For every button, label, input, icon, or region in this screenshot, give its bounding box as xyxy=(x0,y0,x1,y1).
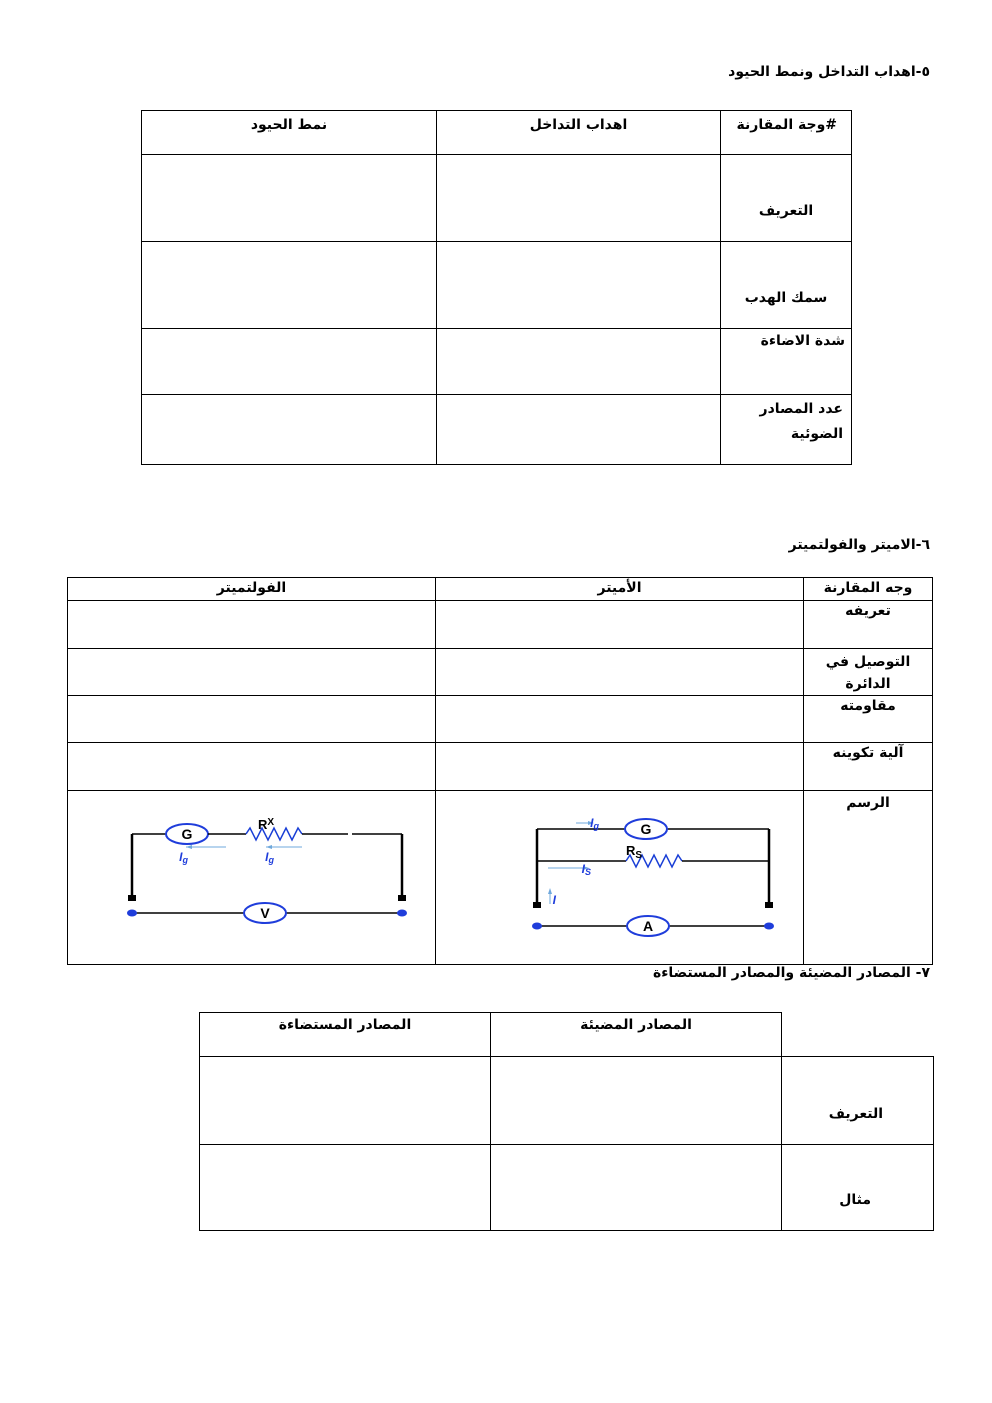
answer-cell[interactable] xyxy=(491,1057,782,1145)
row-label-resistance: مقاومته xyxy=(804,696,933,743)
voltmeter-diagram-cell xyxy=(68,791,436,965)
answer-cell[interactable] xyxy=(436,649,804,696)
ammeter-circuit-diagram xyxy=(436,791,802,963)
header-comparison: وجه المقارنة xyxy=(804,578,933,601)
ammeter-diagram-cell xyxy=(436,791,804,965)
voltmeter-label: V xyxy=(260,905,270,921)
i-label: I xyxy=(552,893,556,907)
row-label-drawing: الرسم xyxy=(804,791,933,965)
section6-title: ٦-الاميتر والفولتميتر xyxy=(788,537,930,553)
voltmeter-circuit-diagram xyxy=(68,791,434,963)
answer-cell[interactable] xyxy=(142,395,437,465)
answer-cell[interactable] xyxy=(437,329,721,395)
answer-cell[interactable] xyxy=(437,155,721,242)
answer-cell[interactable] xyxy=(437,242,721,329)
header-comparison: #وجة المقارنة xyxy=(721,111,852,155)
header-illuminated: المصادر المستضاءة xyxy=(200,1013,491,1057)
row-label-definition: التعريف xyxy=(782,1057,934,1145)
row-label-fringe-width: سمك الهدب xyxy=(721,242,852,329)
answer-cell[interactable] xyxy=(142,242,437,329)
header-ammeter: الأميتر xyxy=(436,578,804,601)
row-label-definition: التعريف xyxy=(721,155,852,242)
answer-cell[interactable] xyxy=(436,743,804,791)
answer-cell[interactable] xyxy=(68,743,436,791)
answer-cell[interactable] xyxy=(491,1145,782,1231)
empty-corner xyxy=(782,1013,934,1057)
answer-cell[interactable] xyxy=(200,1145,491,1231)
interference-diffraction-table xyxy=(141,110,852,465)
answer-cell[interactable] xyxy=(436,601,804,649)
shunt-label: $R_S$ xyxy=(625,843,642,861)
header-interference: اهداب التداخل xyxy=(437,111,721,155)
row-label-example: مثال xyxy=(782,1145,934,1231)
row-label-intensity: شدة الاضاءة xyxy=(721,329,852,395)
header-voltmeter: الفولتميتر xyxy=(68,578,436,601)
galvanometer-label: G xyxy=(181,826,193,842)
answer-cell[interactable] xyxy=(142,155,437,242)
ig-label: Ig xyxy=(265,850,274,865)
ig-label: Ig xyxy=(590,816,599,831)
row-label-sources: عدد المصادر الضوئية xyxy=(721,395,852,465)
answer-cell[interactable] xyxy=(68,696,436,743)
answer-cell[interactable] xyxy=(200,1057,491,1145)
resistor-label: $R^X$ xyxy=(257,817,274,832)
header-luminous: المصادر المضيئة xyxy=(491,1013,782,1057)
answer-cell[interactable] xyxy=(437,395,721,465)
row-label-connection: التوصيل في الدائرة xyxy=(804,649,933,696)
row-label-definition: تعريفه xyxy=(804,601,933,649)
ig-label: Ig xyxy=(179,850,188,865)
luminous-illuminated-table xyxy=(199,1012,934,1231)
galvanometer-label: G xyxy=(640,821,652,837)
answer-cell[interactable] xyxy=(436,696,804,743)
answer-cell[interactable] xyxy=(68,649,436,696)
series-resistor xyxy=(246,828,302,840)
is-label: IS xyxy=(581,862,591,877)
row-label-construction: آلية تكوينه xyxy=(804,743,933,791)
answer-cell[interactable] xyxy=(68,601,436,649)
ammeter-label: A xyxy=(642,918,654,934)
ammeter-voltmeter-table xyxy=(67,577,933,965)
answer-cell[interactable] xyxy=(142,329,437,395)
header-diffraction: نمط الحيود xyxy=(142,111,437,155)
section5-title: ٥-اهداب التداخل ونمط الحيود xyxy=(728,64,930,80)
section7-title: ٧- المصادر المضيئة والمصادر المستضاءة xyxy=(652,965,930,981)
